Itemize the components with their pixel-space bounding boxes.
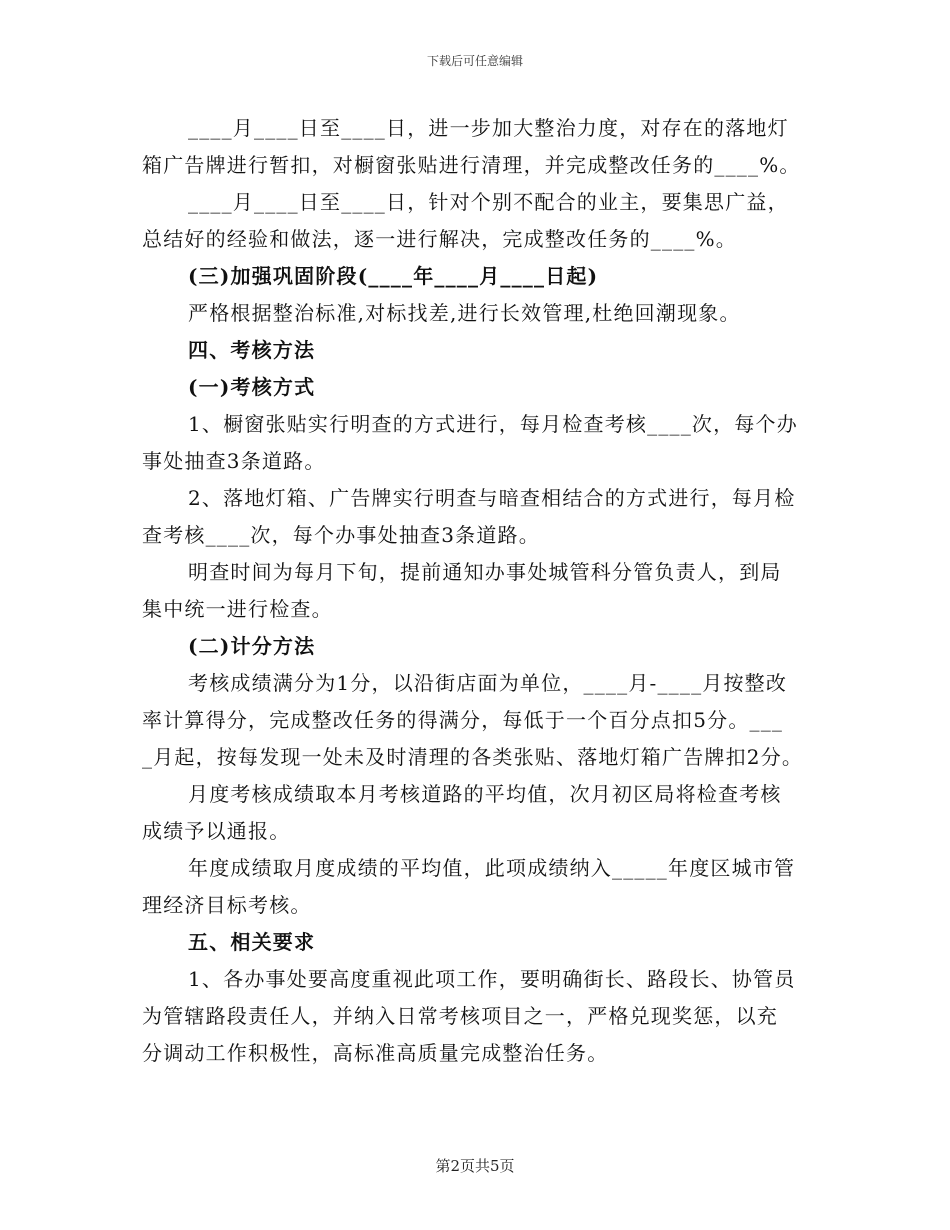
body-line: 为管辖路段责任人，并纳入日常考核项目之一，严格兑现奖惩，以充 [142,1004,778,1028]
body-line: 理经济目标考核。 [142,893,312,917]
document-body [142,110,822,1072]
body-line: ____月____日至____日，针对个别不配合的业主，要集思广益， [188,190,789,214]
body-line: 年度成绩取月度成绩的平均值，此项成绩纳入_____年度区城市管 [188,856,796,880]
section-heading: (一)考核方式 [188,375,316,399]
section-heading: 四、考核方法 [188,338,316,362]
body-line: 成绩予以通报。 [142,819,291,843]
section-heading: (三)加强巩固阶段(____年____月____日起) [188,264,599,288]
body-line: 1、橱窗张贴实行明查的方式进行，每月检查考核____次，每个办 [188,412,798,436]
body-line: 2、落地灯箱、广告牌实行明查与暗查相结合的方式进行，每月检 [188,486,796,510]
body-line: 分调动工作积极性，高标准高质量完成整治任务。 [142,1041,609,1065]
section-heading: 五、相关要求 [188,930,316,954]
body-line: _月起，按每发现一处未及时清理的各类张贴、落地灯箱广告牌扣2分。 [142,745,804,769]
body-line: 箱广告牌进行暂扣，对橱窗张贴进行清理，并完成整改任务的____%。 [142,153,801,177]
body-line: 考核成绩满分为1分，以沿街店面为单位，____月-____月按整改 [188,671,788,695]
body-line: 事处抽查3条道路。 [142,449,326,473]
body-line: 1、各办事处要高度重视此项工作，要明确街长、路段长、协管员 [188,967,796,991]
body-line: 总结好的经验和做法，逐一进行解决，完成整改任务的____%。 [142,227,738,251]
page-header: 下载后可任意编辑 [426,54,523,68]
body-line: 月度考核成绩取本月考核道路的平均值，次月初区局将检查考核 [188,782,782,806]
body-line: 率计算得分，完成整改任务的得满分，每低于一个百分点扣5分。___ [142,708,784,732]
body-line: 明查时间为每月下旬，提前通知办事处城管科分管负责人，到局 [188,560,782,584]
section-heading: (二)计分方法 [188,634,316,658]
body-line: 集中统一进行检查。 [142,597,333,621]
body-line: 查考核____次，每个办事处抽查3条道路。 [142,523,540,547]
page-footer: 第2页共5页 [435,1157,515,1175]
body-line: 严格根据整治标准,对标找差,进行长效管理,杜绝回潮现象。 [188,301,741,325]
body-line: ____月____日至____日，进一步加大整治力度，对存在的落地灯 [188,116,789,140]
